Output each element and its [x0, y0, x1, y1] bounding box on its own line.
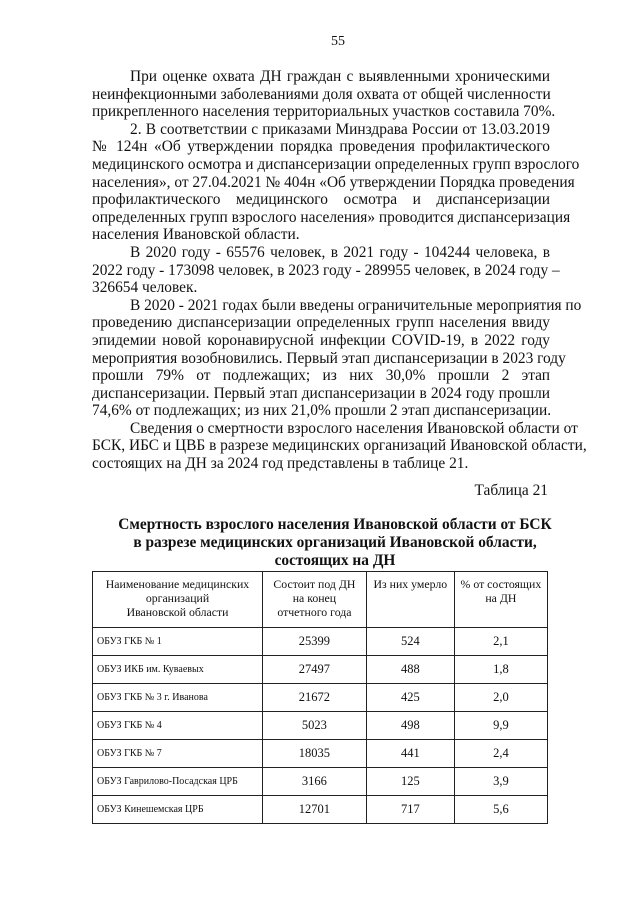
table-row: [93, 712, 548, 740]
column-header-line: Ивановской области: [126, 605, 229, 619]
percent-cell: 9,9: [454, 712, 547, 740]
organization-cell: ОБУЗ ГКБ № 7: [93, 740, 263, 768]
table-title: [92, 516, 578, 570]
text-line: населения Ивановской области.: [92, 226, 300, 244]
percent-cell: 2,1: [454, 628, 547, 656]
text-line: № 124н «Об утверждении порядка проведения профилактического: [92, 138, 550, 156]
registered-cell: 18035: [262, 740, 366, 768]
paragraph: [92, 296, 582, 420]
percent-cell: 5,6: [454, 796, 547, 824]
mortality-table: [92, 571, 548, 824]
column-header-line: % от состоящих на ДН: [460, 577, 542, 605]
text-line: мероприятия возобновились. Первый этап диспансеризации в 2023 году: [92, 349, 566, 367]
column-header: [454, 572, 547, 628]
column-header-line: на конец: [292, 591, 337, 605]
registered-cell: 5023: [262, 712, 366, 740]
percent-cell: 1,8: [454, 656, 547, 684]
registered-cell: 27497: [262, 656, 366, 684]
text-line: диспансеризации. Первый этап диспансеризации в 2024 году прошли: [92, 384, 550, 402]
text-line: состоящих на ДН за 2024 год представлены в таблице 21.: [92, 455, 469, 473]
table-row: [93, 628, 548, 656]
registered-cell: 25399: [262, 628, 366, 656]
text-line: проведению диспансеризации определенных групп населения ввиду: [92, 314, 550, 332]
text-line: прикрепленного населения территориальных участков составила 70%.: [92, 103, 556, 121]
text-line: 2. В соответствии с приказами Минздрава России от 13.03.2019: [130, 120, 550, 138]
text-line: неинфекционными заболеваниями доля охвата от общей численности: [92, 85, 551, 103]
registered-cell: 21672: [262, 684, 366, 712]
text-line: определенных групп взрослого населения» проводится диспансеризация: [92, 208, 571, 226]
percent-cell: 2,4: [454, 740, 547, 768]
deaths-cell: 425: [366, 684, 454, 712]
text-line: БСК, ИБС и ЦВБ в разрезе медицинских организаций Ивановской области,: [92, 437, 587, 455]
text-line: медицинского осмотра и диспансеризации определенных групп взрослого: [92, 155, 580, 173]
text-line: При оценке охвата ДН граждан с выявленными хроническими: [130, 68, 550, 85]
text-line: прошли 79% от подлежащих; из них 30,0% прошли 2 этап: [92, 367, 550, 385]
column-header: [366, 572, 454, 628]
registered-cell: 12701: [262, 796, 366, 824]
document-body: [92, 68, 587, 473]
organization-cell: ОБУЗ Гаврилово-Посадская ЦРБ: [93, 768, 263, 796]
column-header: [93, 572, 263, 628]
text-line: Сведения о смертности взрослого населения Ивановской области от: [130, 419, 578, 437]
organization-cell: ОБУЗ ГКБ № 3 г. Иванова: [93, 684, 263, 712]
paragraph: [92, 68, 556, 121]
deaths-cell: 441: [366, 740, 454, 768]
table-row: [93, 768, 548, 796]
table-row: [93, 684, 548, 712]
text-line: 326654 человек.: [92, 279, 198, 297]
text-line: профилактического медицинского осмотра и диспансеризации: [92, 191, 550, 209]
paragraph: [92, 419, 587, 473]
organization-cell: ОБУЗ Кинешемская ЦРБ: [93, 796, 263, 824]
column-header-line: Состоит под ДН: [273, 577, 356, 591]
table-row: [93, 740, 548, 768]
deaths-cell: 524: [366, 628, 454, 656]
table-title-line: в разрезе медицинских организаций Ивановской области,: [133, 534, 537, 551]
column-header-line: организаций: [145, 591, 210, 605]
table-header-row: [93, 572, 548, 628]
organization-cell: ОБУЗ ИКБ им. Куваевых: [93, 656, 263, 684]
registered-cell: 3166: [262, 768, 366, 796]
table-row: [93, 796, 548, 824]
deaths-cell: 717: [366, 796, 454, 824]
organization-cell: ОБУЗ ГКБ № 1: [93, 628, 263, 656]
paragraph: [92, 243, 560, 297]
text-line: В 2020 году - 65576 человек, в 2021 году - 104244 человека, в: [130, 243, 550, 261]
text-line: 74,6% от подлежащих; из них 21,0% прошли 2 этап диспансеризации.: [92, 402, 552, 420]
deaths-cell: 498: [366, 712, 454, 740]
deaths-cell: 125: [366, 768, 454, 796]
percent-cell: 2,0: [454, 684, 547, 712]
table-title-line: Смертность взрослого населения Ивановской области от БСК: [118, 516, 552, 533]
table-label: Таблица 21: [474, 482, 548, 499]
text-line: населения», от 27.04.2021 № 404н «Об утверждении Порядка проведения: [92, 173, 575, 191]
deaths-cell: 488: [366, 656, 454, 684]
table-row: [93, 656, 548, 684]
paragraph: [92, 120, 580, 244]
column-header-line: отчетного года: [277, 605, 352, 619]
column-header: [262, 572, 366, 628]
table-title-line: состоящих на ДН: [274, 552, 396, 569]
text-line: 2022 году - 173098 человек, в 2023 году - 289955 человек, в 2024 году –: [92, 261, 560, 279]
text-line: эпидемии новой коронавирусной инфекции COVID-19, в 2022 году: [92, 331, 550, 349]
percent-cell: 3,9: [454, 768, 547, 796]
text-line: В 2020 - 2021 годах были введены ограничительные мероприятия по: [130, 296, 582, 314]
organization-cell: ОБУЗ ГКБ № 4: [93, 712, 263, 740]
column-header-line: Наименование медицинских: [105, 577, 250, 591]
page-number: 55: [331, 34, 345, 49]
column-header-line: Из них умерло: [373, 577, 448, 591]
